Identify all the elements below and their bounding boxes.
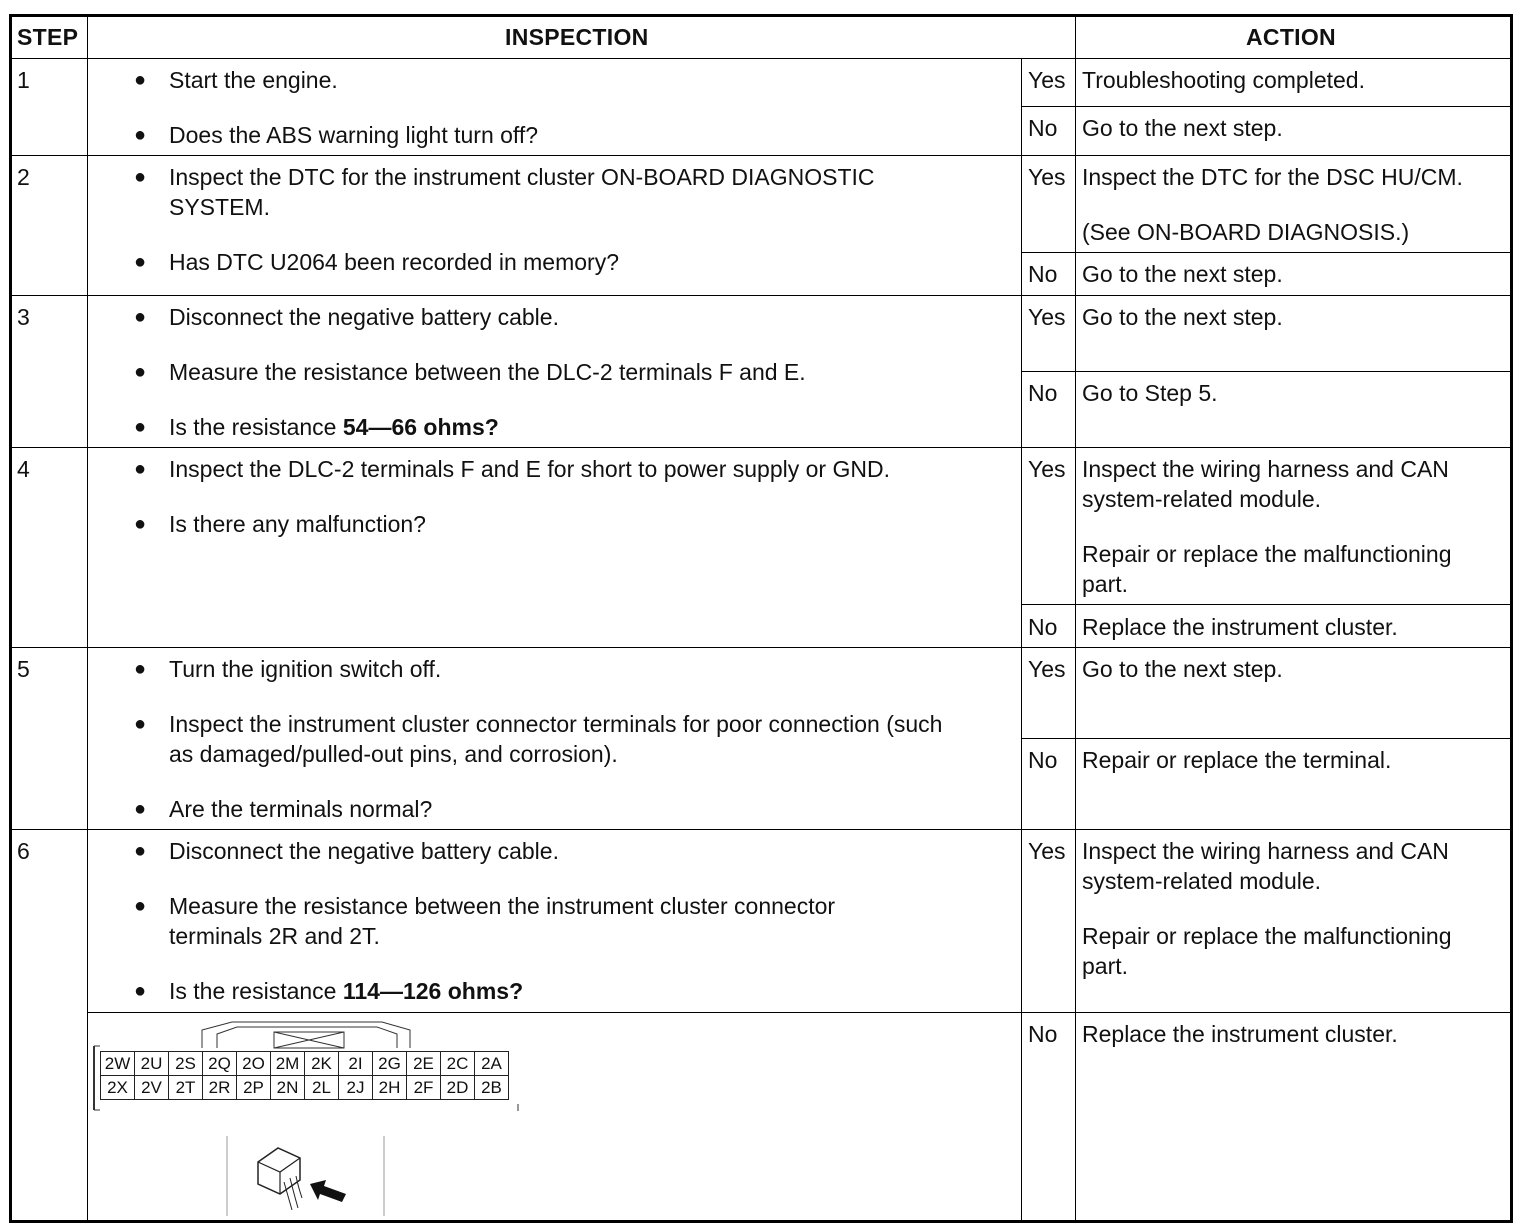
action-text: Go to the next step. bbox=[1082, 115, 1283, 141]
inspection-item: Has DTC U2064 been recorded in memory? bbox=[169, 249, 619, 275]
action-text: Repair or replace the malfunctioning part. bbox=[1082, 923, 1452, 979]
terminal: 2S bbox=[169, 1052, 203, 1076]
terminal: 2O bbox=[237, 1052, 271, 1076]
inspection-item bbox=[169, 412, 1009, 442]
terminal: 2A bbox=[475, 1052, 509, 1076]
yesno-divider bbox=[1021, 371, 1510, 372]
inspection-item: Measure the resistance between the instrument cluster connector terminals 2R and 2T. bbox=[169, 893, 836, 949]
step-number: 3 bbox=[17, 304, 30, 330]
no-label: No bbox=[1028, 380, 1058, 406]
step-number: 1 bbox=[17, 67, 30, 93]
bullet-icon: ● bbox=[134, 513, 147, 535]
connector-arrow-icon bbox=[226, 1136, 386, 1218]
yes-label: Yes bbox=[1028, 164, 1066, 190]
action-text: Inspect the wiring harness and CAN system-related module. bbox=[1082, 456, 1449, 512]
inspection-item: Disconnect the negative battery cable. bbox=[169, 838, 559, 864]
action-text: Repair or replace the terminal. bbox=[1082, 747, 1392, 773]
action-text: Troubleshooting completed. bbox=[1082, 67, 1365, 93]
header-inspection: INSPECTION bbox=[505, 24, 649, 50]
terminal: 2C bbox=[441, 1052, 475, 1076]
connector-pictogram bbox=[226, 1136, 386, 1218]
yesno-divider bbox=[1021, 604, 1510, 605]
connector-bottom-row bbox=[101, 1076, 509, 1100]
step-number: 2 bbox=[17, 164, 30, 190]
no-label: No bbox=[1028, 614, 1058, 640]
inspection-item: Inspect the DLC-2 terminals F and E for short to power supply or GND. bbox=[169, 456, 890, 482]
terminal: 2I bbox=[339, 1052, 373, 1076]
terminal: 2H bbox=[373, 1076, 407, 1100]
terminal: 2P bbox=[237, 1076, 271, 1100]
step-number: 4 bbox=[17, 456, 30, 482]
row-divider bbox=[12, 829, 1510, 830]
bullet-icon: ● bbox=[134, 124, 147, 146]
action-column-divider bbox=[1075, 17, 1076, 1221]
yes-label: Yes bbox=[1028, 838, 1066, 864]
connector-top-row bbox=[101, 1052, 509, 1076]
bullet-icon: ● bbox=[134, 416, 147, 438]
terminal: 2E bbox=[407, 1052, 441, 1076]
action-text: Go to Step 5. bbox=[1082, 380, 1218, 406]
terminal: 2U bbox=[135, 1052, 169, 1076]
row-divider bbox=[87, 1012, 1510, 1013]
inspection-item: Turn the ignition switch off. bbox=[169, 656, 442, 682]
row-divider bbox=[12, 647, 1510, 648]
no-label: No bbox=[1028, 115, 1058, 141]
row-divider bbox=[12, 447, 1510, 448]
inspection-item: Measure the resistance between the DLC-2 terminals F and E. bbox=[169, 359, 806, 385]
connector-terminal-table bbox=[100, 1051, 509, 1100]
terminal: 2T bbox=[169, 1076, 203, 1100]
header-divider bbox=[12, 58, 1510, 59]
action-text: Repair or replace the malfunctioning part. bbox=[1082, 541, 1452, 597]
action-text: Go to the next step. bbox=[1082, 656, 1283, 682]
bullet-icon: ● bbox=[134, 798, 147, 820]
yesno-divider bbox=[1021, 106, 1510, 107]
row-divider bbox=[12, 295, 1510, 296]
header-step: STEP bbox=[17, 24, 79, 50]
inspection-item: Are the terminals normal? bbox=[169, 796, 433, 822]
no-label: No bbox=[1028, 1021, 1058, 1047]
yesno-column-divider bbox=[1021, 58, 1022, 1221]
action-text: Replace the instrument cluster. bbox=[1082, 1021, 1398, 1047]
bullet-icon: ● bbox=[134, 69, 147, 91]
no-label: No bbox=[1028, 261, 1058, 287]
no-label: No bbox=[1028, 747, 1058, 773]
terminal: 2W bbox=[101, 1052, 135, 1076]
resistance-spec: 54—66 ohms? bbox=[342, 414, 499, 440]
bullet-icon: ● bbox=[134, 458, 147, 480]
bullet-icon: ● bbox=[134, 713, 147, 735]
terminal: 2Q bbox=[203, 1052, 237, 1076]
terminal: 2M bbox=[271, 1052, 305, 1076]
header-action: ACTION bbox=[1246, 24, 1336, 50]
terminal: 2X bbox=[101, 1076, 135, 1100]
step-column-divider bbox=[87, 17, 88, 1221]
bullet-icon: ● bbox=[134, 840, 147, 862]
terminal: 2R bbox=[203, 1076, 237, 1100]
terminal: 2V bbox=[135, 1076, 169, 1100]
yes-label: Yes bbox=[1028, 456, 1066, 482]
yes-label: Yes bbox=[1028, 304, 1066, 330]
inspection-item: Is there any malfunction? bbox=[169, 511, 426, 537]
terminal: 2N bbox=[271, 1076, 305, 1100]
inspection-item: Start the engine. bbox=[169, 67, 338, 93]
bullet-icon: ● bbox=[134, 361, 147, 383]
row-divider bbox=[12, 155, 1510, 156]
terminal: 2G bbox=[373, 1052, 407, 1076]
action-text: Inspect the DTC for the DSC HU/CM. bbox=[1082, 164, 1463, 190]
yesno-divider bbox=[1021, 252, 1510, 253]
step-number: 5 bbox=[17, 656, 30, 682]
terminal: 2D bbox=[441, 1076, 475, 1100]
resistance-spec: 114—126 ohms? bbox=[342, 978, 524, 1004]
inspection-item: Inspect the DTC for the instrument cluster ON-BOARD DIAGNOSTIC SYSTEM. bbox=[169, 164, 875, 220]
bullet-icon: ● bbox=[134, 306, 147, 328]
bullet-icon: ● bbox=[134, 251, 147, 273]
bullet-icon: ● bbox=[134, 980, 147, 1002]
action-text: (See ON-BOARD DIAGNOSIS.) bbox=[1082, 219, 1410, 245]
inspection-item: Disconnect the negative battery cable. bbox=[169, 304, 559, 330]
yesno-divider bbox=[1021, 738, 1510, 739]
bullet-icon: ● bbox=[134, 895, 147, 917]
yes-label: Yes bbox=[1028, 67, 1066, 93]
terminal: 2L bbox=[305, 1076, 339, 1100]
step-number: 6 bbox=[17, 838, 30, 864]
terminal: 2K bbox=[305, 1052, 339, 1076]
bullet-icon: ● bbox=[134, 166, 147, 188]
terminal: 2J bbox=[339, 1076, 373, 1100]
inspection-text: Is the resistance bbox=[169, 978, 343, 1004]
action-text: Go to the next step. bbox=[1082, 261, 1283, 287]
action-text: Replace the instrument cluster. bbox=[1082, 614, 1398, 640]
inspection-item: Does the ABS warning light turn off? bbox=[169, 122, 539, 148]
terminal: 2F bbox=[407, 1076, 441, 1100]
inspection-text: Is the resistance bbox=[169, 414, 343, 440]
action-text: Go to the next step. bbox=[1082, 304, 1283, 330]
inspection-item bbox=[169, 976, 1009, 1006]
terminal: 2B bbox=[475, 1076, 509, 1100]
yes-label: Yes bbox=[1028, 656, 1066, 682]
inspection-item: Inspect the instrument cluster connector terminals for poor connection (such as damaged/pulled-out pins, and corrosion). bbox=[169, 711, 943, 767]
connector-diagram bbox=[92, 1016, 524, 1116]
action-text: Inspect the wiring harness and CAN system-related module. bbox=[1082, 838, 1449, 894]
bullet-icon: ● bbox=[134, 658, 147, 680]
